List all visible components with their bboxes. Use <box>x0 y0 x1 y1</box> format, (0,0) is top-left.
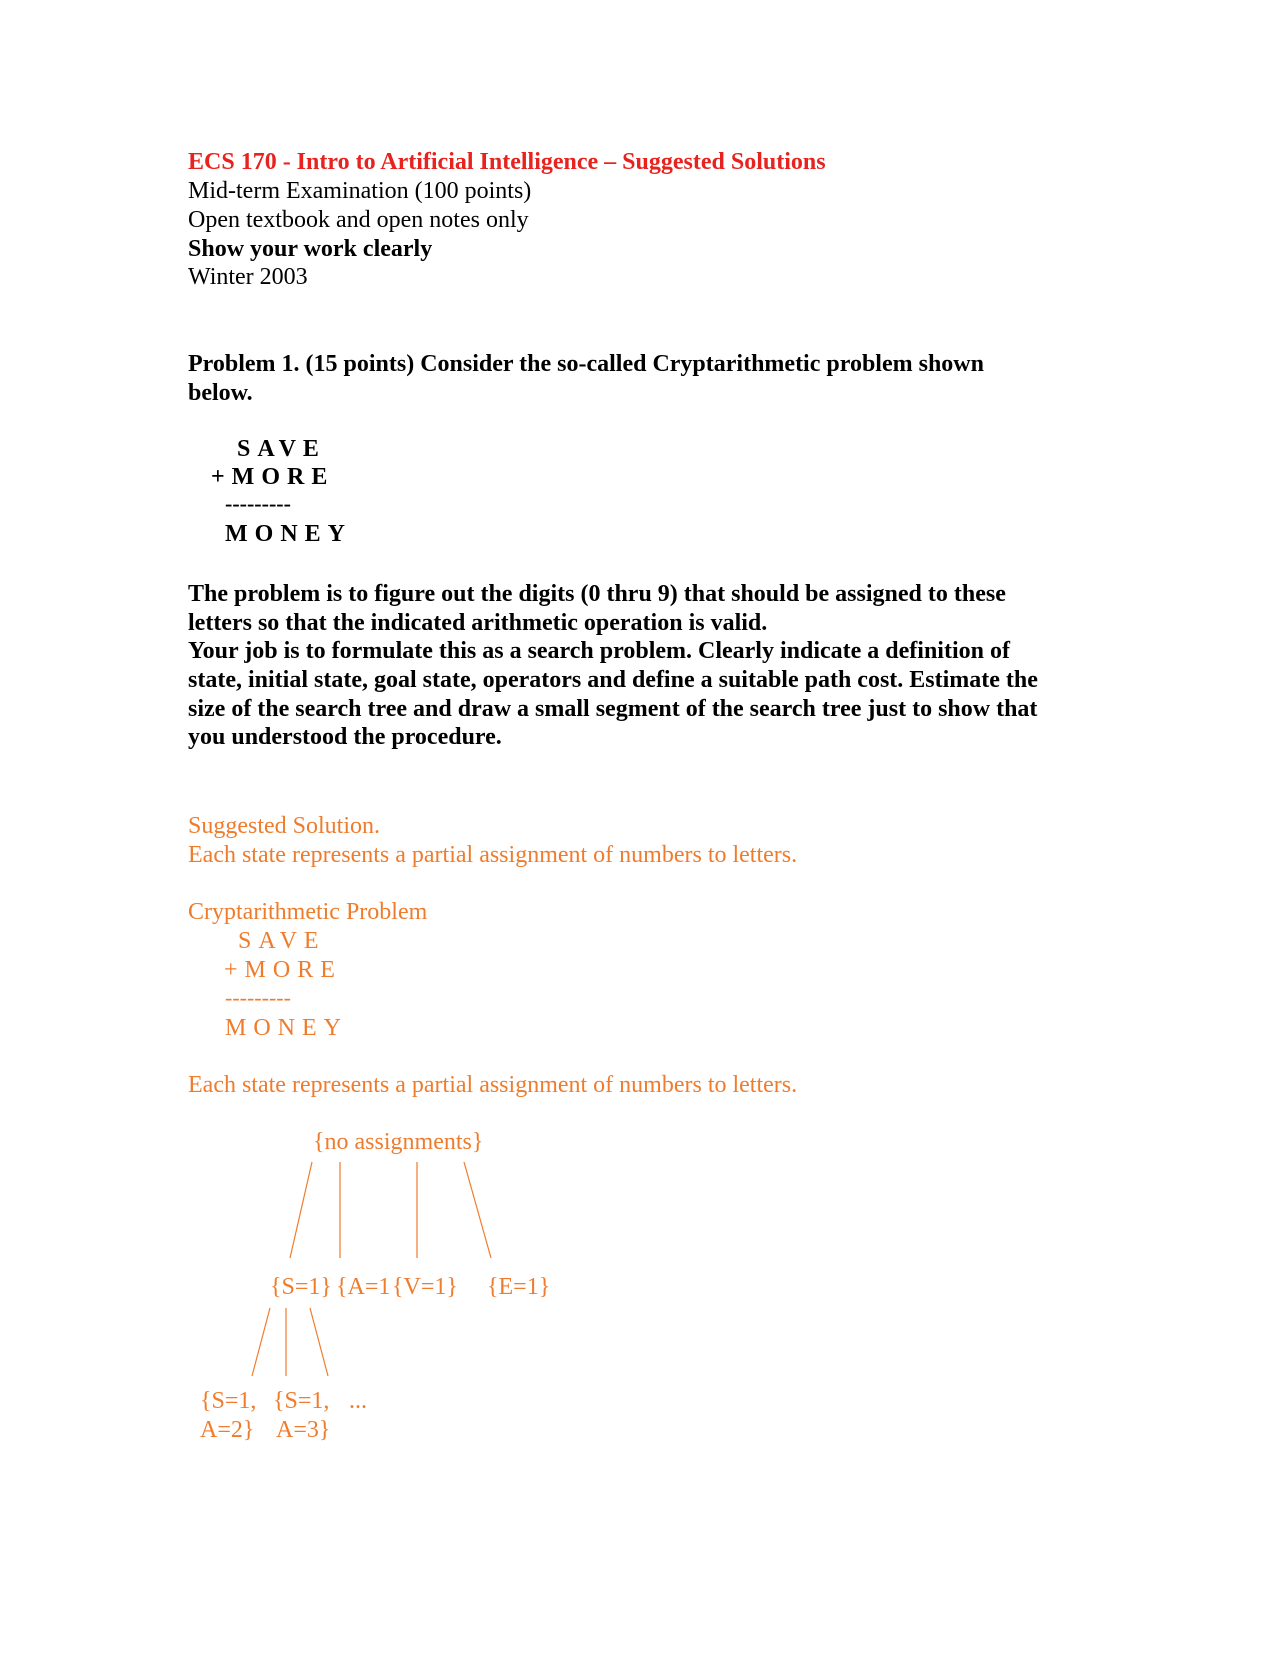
document-title: ECS 170 - Intro to Artificial Intelligence – Suggested Solutions <box>188 149 826 175</box>
tree-edge-root-s <box>290 1162 312 1258</box>
tree-node-s1-a3-line2: A=3} <box>276 1417 331 1443</box>
exam-rules: Open textbook and open notes only <box>188 207 529 233</box>
problem-heading-line2: below. <box>188 380 253 406</box>
problem-desc-line2: letters so that the indicated arithmetic operation is valid. <box>188 610 768 636</box>
solution-puzzle-save: SAVE <box>238 928 326 954</box>
tree-node-s1-a2-line1: {S=1, <box>200 1388 257 1414</box>
problem-desc-line5: size of the search tree and draw a small segment of the search tree just to show that <box>188 696 1038 722</box>
tree-edge-root-e <box>464 1162 491 1258</box>
problem-desc-line3: Your job is to formulate this as a search problem. Clearly indicate a definition of <box>188 638 1010 664</box>
solution-label: Suggested Solution. <box>188 813 381 839</box>
tree-node-s1-a3-line1: {S=1, <box>273 1388 330 1414</box>
tree-node-ellipsis: ... <box>349 1388 367 1414</box>
tree-node-v1: {V=1} <box>392 1274 458 1300</box>
problem-desc-line1: The problem is to figure out the digits (0 thru 9) that should be assigned to these <box>188 581 1006 607</box>
solution-puzzle-divider: --------- <box>225 985 291 1010</box>
solution-puzzle-money: MONEY <box>225 1015 348 1041</box>
solution-intro-2: Each state represents a partial assignment of numbers to letters. <box>188 1072 798 1098</box>
puzzle-divider: --------- <box>225 491 291 516</box>
tree-node-s1-a2-line2: A=2} <box>200 1417 255 1443</box>
tree-node-a1: {A=1 <box>336 1274 391 1300</box>
tree-edge-s-more <box>310 1308 328 1376</box>
exam-instruction: Show your work clearly <box>188 236 433 262</box>
problem-heading-line1: Problem 1. (15 points) Consider the so-called Cryptarithmetic problem shown <box>188 351 984 377</box>
exam-subtitle: Mid-term Examination (100 points) <box>188 178 532 204</box>
puzzle-line-money: MONEY <box>225 521 352 547</box>
puzzle-line-save: SAVE <box>237 436 326 462</box>
tree-node-e1: {E=1} <box>487 1274 551 1300</box>
crypt-title: Cryptarithmetic Problem <box>188 899 428 925</box>
problem-desc-line4: state, initial state, goal state, operators and define a suitable path cost. Estimate the <box>188 667 1038 693</box>
tree-root-node: {no assignments} <box>313 1129 484 1155</box>
puzzle-line-more: +MORE <box>211 464 335 490</box>
exam-term: Winter 2003 <box>188 264 308 290</box>
solution-intro: Each state represents a partial assignment of numbers to letters. <box>188 842 798 868</box>
problem-desc-line6: you understood the procedure. <box>188 724 502 750</box>
tree-node-s1: {S=1} <box>270 1274 332 1300</box>
solution-puzzle-more: +MORE <box>224 957 342 983</box>
tree-edge-s-a2 <box>252 1308 270 1376</box>
